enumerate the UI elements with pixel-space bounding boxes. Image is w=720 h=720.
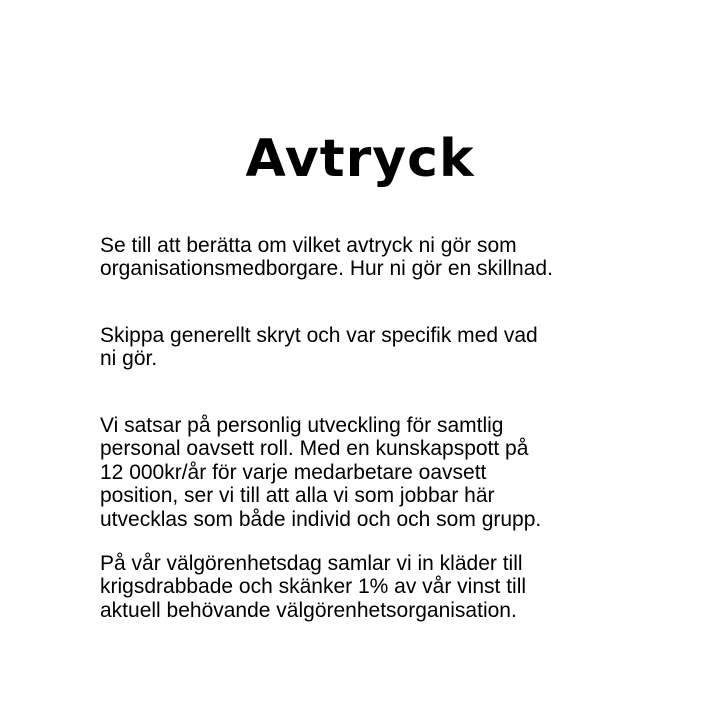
paragraph-charity-day <box>100 552 660 622</box>
paragraph-be-specific <box>100 324 660 371</box>
text-line: position, ser vi till att alla vi som jobbar här <box>100 484 495 508</box>
paragraph-impact-intro <box>100 234 660 281</box>
text-line: ni gör. <box>100 347 158 371</box>
text-line: organisationsmedborgare. Hur ni gör en skillnad. <box>100 257 553 281</box>
text-line: På vår välgörenhetsdag samlar vi in kläder till <box>100 552 523 575</box>
paragraph-personal-development <box>100 414 660 531</box>
page-title: Avtryck <box>245 129 475 189</box>
text-line: Vi satsar på personlig utveckling för samtlig <box>100 414 504 437</box>
text-line: personal oavsett roll. Med en kunskapspott på <box>100 437 529 461</box>
text-line: aktuell behövande välgörenhetsorganisation. <box>100 598 517 622</box>
text-line: krigsdrabbade och skänker 1% av vår vinst till <box>100 575 527 599</box>
text-line: Skippa generellt skryt och var specifik med vad <box>100 324 538 347</box>
text-line: utvecklas som både individ och och som grupp. <box>100 507 542 531</box>
text-line: 12 000kr/år för varje medarbetare oavsett <box>100 460 487 484</box>
text-line: Se till att berätta om vilket avtryck ni gör som <box>100 234 517 257</box>
